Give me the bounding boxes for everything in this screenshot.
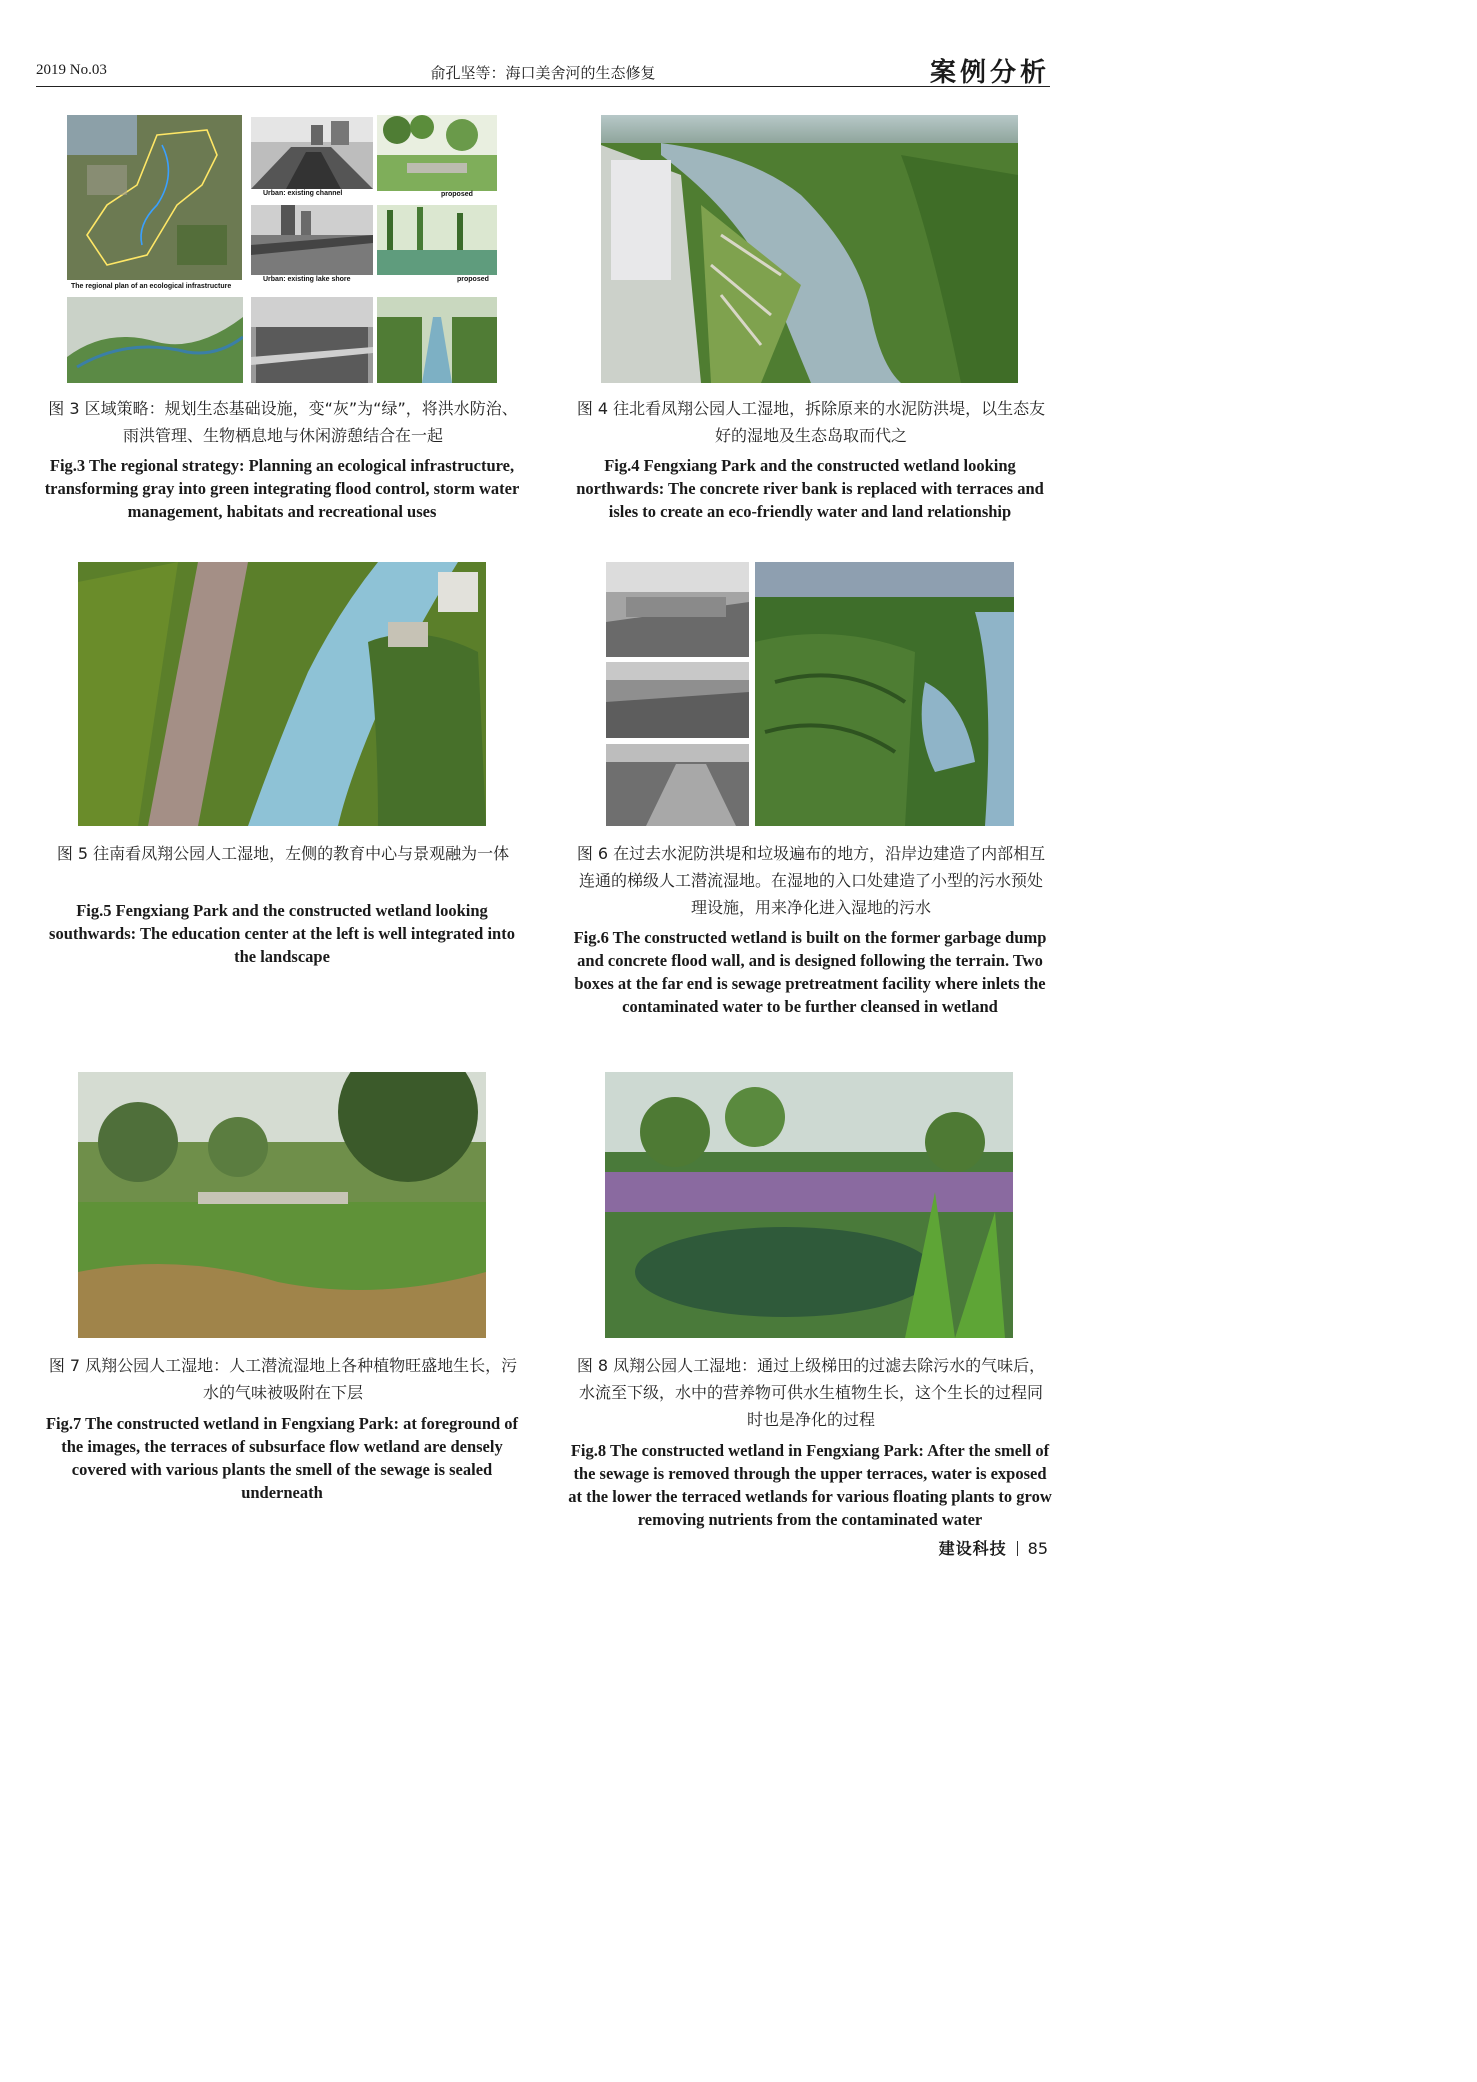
section-title: 案例分析 — [929, 58, 1050, 88]
fig6-before-floodwall-photo — [606, 744, 749, 826]
fig8-caption-cn: 图 8 凤翔公园人工湿地：通过上级梯田的过滤去除污水的气味后，水流至下级，水中的营养物可供水生植物生长，这个生长的过程同时也是净化的过程 — [576, 1356, 1046, 1429]
fig7-photo-subsurface-wetland — [78, 1072, 486, 1338]
fig6-before-dump-photo — [606, 662, 749, 738]
fig3-caption-en: Fig.3 The regional strategy: Planning an ecological infrastructure, transforming gray into green integrating flood control, storm water management, habitats and recreational uses — [44, 456, 520, 521]
fig6-photo-set — [606, 562, 1014, 826]
proposed-label-2: proposed — [457, 276, 489, 283]
fig3-caption-cn: 图 3 区域策略：规划生态基础设施，变“灰”为“绿”，将洪水防治、雨洪管理、生物栖息地与休闲游憩结合在一起 — [48, 399, 518, 445]
proposed-channel-rendering — [377, 115, 497, 191]
fig7-caption-en: Fig.7 The constructed wetland in Fengxiang Park: at foreground of the images, the terraces of subsurface flow wetland are densely covered with various plants the smell of the sewage is sealed underneath — [45, 1414, 519, 1502]
existing-city-bw-photo — [251, 297, 373, 383]
fig6-caption-en: Fig.6 The constructed wetland is built on the former garbage dump and concrete flood wall, and is designed following the terrain. Two boxes at the far end is sewage pretreatment facility where inlets the contaminated water to be further cleansed in wetland — [573, 928, 1047, 1016]
page-number: 85 — [1027, 1539, 1048, 1558]
aerial-rendering-river — [67, 297, 243, 383]
issue-number: 2019 No.03 — [36, 62, 107, 78]
fig4-photo-northward-wetland — [601, 115, 1018, 383]
fig5-photo-southward-wetland — [78, 562, 486, 826]
fig6-before-garbage-photo — [606, 562, 749, 657]
proposed-label-1: proposed — [441, 191, 473, 198]
fig6-wetland-aerial-photo — [755, 562, 1014, 826]
fig4-caption-cn: 图 4 往北看凤翔公园人工湿地，拆除原来的水泥防洪堤，以生态友好的湿地及生态岛取而代之 — [576, 399, 1046, 445]
fig6-caption-cn: 图 6 在过去水泥防洪堤和垃圾遍布的地方，沿岸边建造了内部相互连通的梯级人工潜流湿地。在湿地的入口处建造了小型的污水预处理设施，用来净化进入湿地的污水 — [576, 844, 1046, 917]
fig8-photo-floating-plants — [605, 1072, 1013, 1338]
fig3-collage — [67, 115, 497, 383]
existing-lake-label: Urban: existing lake shore — [263, 276, 351, 283]
regional-plan-label: The regional plan of an ecological infrastructure — [71, 283, 232, 290]
existing-lake-shore-photo — [251, 205, 373, 275]
journal-brand: 建设科技 — [938, 1539, 1007, 1558]
fig5-caption-cn: 图 5 往南看凤翔公园人工湿地，左侧的教育中心与景观融为一体 — [56, 844, 510, 863]
regional-plan-map — [67, 115, 242, 280]
fig7-caption-cn: 图 7 凤翔公园人工湿地：人工潜流湿地上各种植物旺盛地生长，污水的气味被吸附在下层 — [48, 1356, 518, 1402]
fig8-caption-en: Fig.8 The constructed wetland in Fengxiang Park: After the smell of the sewage is removed through the upper terraces, water is exposed at the lower the terraced wetlands for various floating plants to grow removing nutrients from the contaminated water — [568, 1441, 1052, 1529]
running-title: 俞孔坚等：海口美舍河的生态修复 — [430, 64, 656, 82]
proposed-greenway-rendering — [377, 297, 497, 383]
existing-channel-photo — [251, 117, 373, 189]
proposed-lake-rendering — [377, 205, 497, 275]
page-footer — [939, 1536, 1048, 1559]
footer-divider — [1017, 1541, 1018, 1556]
running-header — [36, 52, 1050, 87]
fig4-caption-en: Fig.4 Fengxiang Park and the constructed wetland looking northwards: The concrete river bank is replaced with terraces and isles to create an eco-friendly water and land relationship — [576, 456, 1044, 521]
fig5-caption-en: Fig.5 Fengxiang Park and the constructed wetland looking southwards: The education center at the left is well integrated into the landscape — [49, 901, 515, 966]
existing-channel-label: Urban: existing channel — [263, 190, 343, 197]
